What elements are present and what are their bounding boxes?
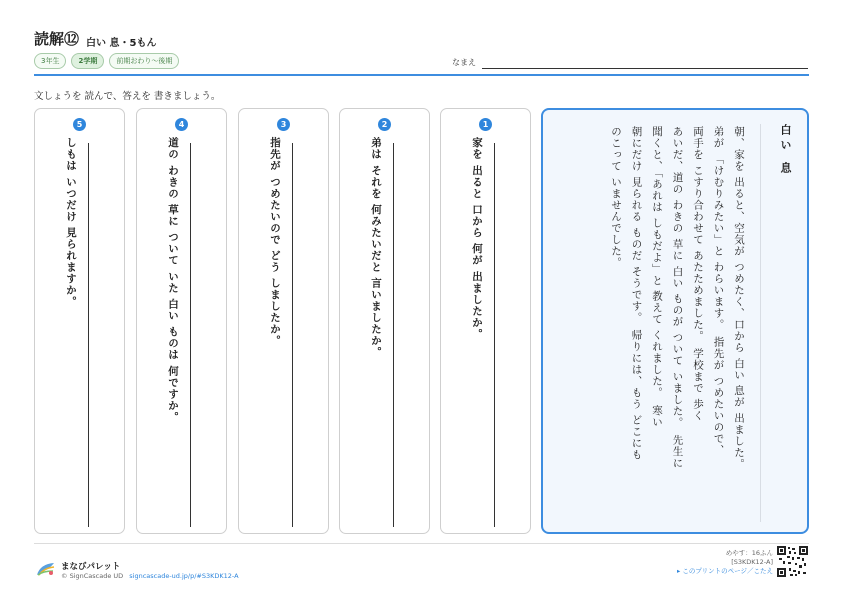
worksheet-url-link[interactable]: signcascade-ud.jp/p/#S3KDK12-A bbox=[129, 572, 239, 580]
question-card-4 bbox=[136, 108, 227, 534]
question-number: 1 bbox=[479, 118, 492, 131]
question-text: しもは いつだけ 見られますか。 bbox=[65, 137, 77, 308]
print-page-link[interactable]: ▸ このプリントのページ／こたえ bbox=[677, 567, 773, 575]
answer-line[interactable] bbox=[393, 143, 394, 527]
header-divider bbox=[34, 74, 809, 76]
time-estimate: めやす：16ふん bbox=[725, 549, 773, 557]
question-number: 5 bbox=[73, 118, 86, 131]
period-tag: 前期おわり～後期 bbox=[109, 53, 179, 69]
story-panel bbox=[541, 108, 809, 534]
answer-line[interactable] bbox=[190, 143, 191, 527]
story-line: のこって いませんでした。 bbox=[610, 126, 622, 269]
copyright-line bbox=[61, 572, 239, 580]
brand-logo-icon bbox=[36, 562, 56, 576]
answer-line[interactable] bbox=[88, 143, 89, 527]
question-card-2 bbox=[339, 108, 430, 534]
worksheet-code: [S3KDK12-A] bbox=[731, 558, 773, 566]
story-line: 朝、家を 出ると、空気が つめたく、口から 白い 息が 出ました。 bbox=[733, 126, 745, 470]
story-line: 両手を こすり合わせて あたためました。 学校まで 歩く bbox=[692, 126, 704, 422]
term-tag: 2学期 bbox=[71, 53, 104, 69]
question-card-3 bbox=[238, 108, 329, 534]
question-text: 家を 出ると 口から 何が 出ましたか。 bbox=[471, 137, 483, 340]
answer-line[interactable] bbox=[292, 143, 293, 527]
grade-tags bbox=[34, 53, 179, 69]
story-line: 朝にだけ 見られる ものだ そうです。 帰りには、もう どこにも bbox=[630, 126, 643, 461]
instruction-text: 文しょうを 読んで、答えを 書きましょう。 bbox=[34, 91, 221, 102]
copyright-text: © SignCascade UD bbox=[61, 572, 124, 580]
question-text: 道の わきの 草に ついて いた 白い ものは 何ですか。 bbox=[167, 137, 179, 423]
answer-line[interactable] bbox=[494, 143, 495, 527]
brand-name: まなびパレット bbox=[61, 562, 121, 572]
question-card-5 bbox=[34, 108, 125, 534]
question-text: 弟は それを 何みたいだと 言いましたか。 bbox=[370, 137, 382, 358]
story-title: 白い 息 bbox=[779, 124, 792, 177]
question-text: 指先が つめたいので どう しましたか。 bbox=[269, 137, 281, 347]
grade-tag: 3年生 bbox=[34, 53, 66, 69]
worksheet-title: 読解⑫ bbox=[34, 30, 80, 48]
worksheet-subtitle: 白い 息・5もん bbox=[86, 38, 157, 49]
worksheet-meta bbox=[677, 549, 773, 576]
story-line: あいだ、道の わきの 草に 白い ものが ついて いました。 先生に bbox=[671, 126, 684, 469]
footer-divider bbox=[34, 543, 809, 544]
story-line: 聞くと、「あれは しもだよ」と 教えて くれました。 寒い bbox=[651, 126, 663, 428]
story-line: 弟が 「けむりみたい」と わらいます。 指先が つめたいので、 bbox=[712, 126, 725, 456]
name-label: なまえ bbox=[452, 58, 476, 67]
question-number: 4 bbox=[175, 118, 188, 131]
question-number: 2 bbox=[378, 118, 391, 131]
question-card-1 bbox=[440, 108, 531, 534]
story-divider bbox=[760, 124, 761, 522]
question-number: 3 bbox=[277, 118, 290, 131]
qr-code-icon[interactable] bbox=[777, 546, 808, 577]
story-body bbox=[606, 126, 750, 522]
name-field-line bbox=[482, 68, 808, 69]
